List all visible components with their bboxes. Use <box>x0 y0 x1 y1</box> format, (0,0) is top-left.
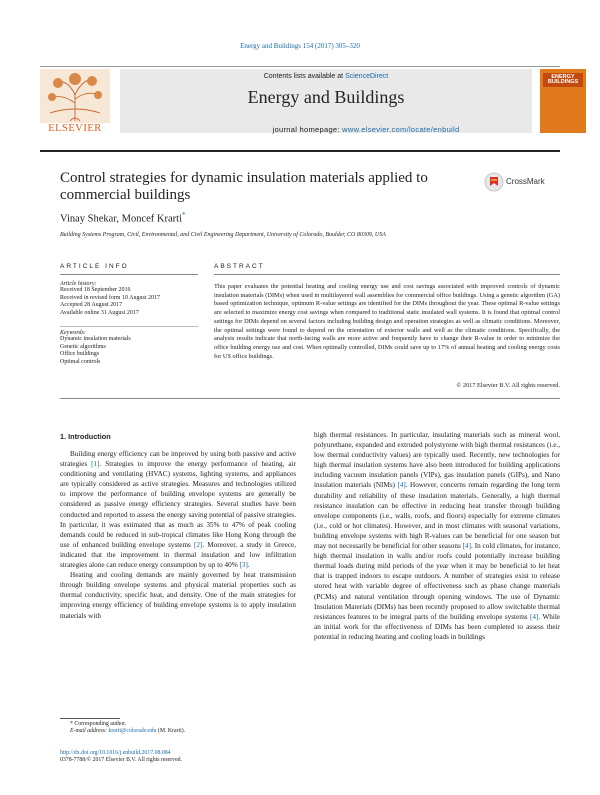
journal-cover-thumbnail <box>540 69 586 133</box>
paragraph <box>60 449 296 570</box>
text-run: . Moreover, a study in Greece, indicated that the improvement in thermal insulation and low infiltration strategies alone can reduce energy consumption by up to 40% <box>60 540 296 570</box>
citation-link[interactable]: [3] <box>239 561 248 570</box>
citation-link[interactable]: [4] <box>397 481 406 490</box>
affiliation: Building Systems Program, Civil, Environmental, and Civil Engineering Department, University of Colorado, Boulder, CO 80309, USA <box>60 232 386 238</box>
journal-header <box>40 69 579 147</box>
keyword: Office buildings <box>60 351 100 358</box>
crossmark-label: CrossMark <box>506 177 545 186</box>
footnote-rule <box>60 718 120 719</box>
homepage-prefix: journal homepage: <box>272 125 343 134</box>
abstract-rule <box>214 274 560 275</box>
email-suffix: (M. Krarti). <box>156 728 186 735</box>
corresponding-note: * Corresponding author. <box>70 721 127 727</box>
text-run: . In cold climates, for instance, high thermal insulation in walls and/or roofs could potentially increase building thermal loads during mild periods of the year when it may be beneficial to let heat that is trapped indoors to escape outdoors. A number of strategies exist to release stored heat with variable degree of effectiveness such as phase change materials (PCMs) and natural ventilation through opening windows. The use of Dynamic Insulation Materials (DIMs) has been recently proposed to allow switchable thermal resistances features to be integral parts of the building envelope systems <box>314 542 560 621</box>
text-run: Building energy efficiency can be improved by using both passive and active strategies <box>60 450 296 469</box>
paragraph <box>314 430 560 642</box>
citation-link[interactable]: [4] <box>529 612 539 621</box>
paragraph <box>60 570 296 620</box>
contents-line <box>120 73 532 80</box>
text-run: high thermal resistances. In particular, insulating materials such as mineral wool, polyurethane, expanded and extruded polystyrene with high thermal resistances (i.e., low thermal conductivity values) are typically used. Recently, new technologies for high thermal insulation systems have also been introduced for building applications including vacuum insulation panels (VIPs), gas insulation panels (GIPs), and Nano insulation materials (NIMs) <box>314 431 560 490</box>
header-bottom-rule <box>40 150 560 152</box>
footnotes <box>60 721 300 736</box>
info-divider <box>60 326 198 327</box>
article-info-rule <box>60 274 198 275</box>
copyright: © 2017 Elsevier B.V. All rights reserved. <box>456 382 560 389</box>
author-names: Vinay Shekar, Moncef Krarti <box>60 213 182 225</box>
keyword: Optimal controls <box>60 358 101 365</box>
abstract-bottom-rule <box>60 398 560 399</box>
journal-title: Energy and Buildings <box>247 87 405 107</box>
article-info-heading: ARTICLE INFO <box>60 263 129 270</box>
crossmark-badge[interactable] <box>484 172 574 194</box>
citation-link[interactable]: [4] <box>462 542 472 551</box>
abstract-text: This paper evaluates the potential heating and cooling energy use and cost savings associated with improved controls of dynamic insulation materials (DIMs) when used in multilayered wall assemblies for commercial office buildings. Using a genetic algorithm (GA) based optimization technique, optimum R-value settings are identified for the DIMs throughout the year. These optimal R-value settings are selected to maximize energy cost savings when compared to traditional static insulated wall systems. It is found that optimal control settings for DIMs depend on several factors including building design and operation strategies as well as climatic conditions. Moreover, the optimal settings were found to depend on the orientation of exterior walls and well as the climatic conditions. Specifically, the analysis results indicate that north-facing walls are more active and frequently have to change their R-value in order to minimize the office building energy use and cost. When optimally controlled, DIMs could save up to 17% of annual heating and cooling energy costs for US office buildings. <box>214 283 560 360</box>
text-run: . <box>247 561 250 570</box>
history-item: Received in revised form 10 August 2017 <box>60 294 160 301</box>
email-link[interactable]: krarti@colorado.edu <box>108 728 157 735</box>
publisher-name: ELSEVIER <box>48 123 102 134</box>
citation-link[interactable]: [2] <box>193 540 203 549</box>
doi-link[interactable]: http://dx.doi.org/10.1016/j.enbuild.2017.08.084 <box>60 750 171 756</box>
article-title: Control strategies for dynamic insulation materials applied to commercial buildings <box>60 170 428 203</box>
corresponding-author-mark[interactable]: * <box>182 211 186 219</box>
text-run: . However, concerns remain regarding the long term durability and reliability of these insulation materials. Generally, a high thermal resistance insulation can be effective in reducing heat transfer through building envelope components (i.e., walls, roofs, and floors) especially for extreme climates (i.e., cold or hot climates). However, and in most climates with seasonal variations, building envelope systems with high R-values can be beneficial for one season but may not necessarily be beneficial for other seasons <box>314 481 560 551</box>
introduction-heading: 1. Introduction <box>60 432 111 441</box>
left-column <box>60 449 296 621</box>
keywords-block <box>60 330 200 366</box>
text-run: . While an initial work for the effectiveness of DIMs has been completed to assess their potential in reducing heating and cooling loads in buildings <box>314 612 561 641</box>
citation-link[interactable]: [1] <box>91 460 100 469</box>
text-run: Heating and cooling demands are mainly governed by heat transmission through building envelope systems and physical material properties such as thermal conductivity, specific heat, and density. One of the main strategies for improving energy efficiency of building envelope systems is to apply insulation materials with <box>60 571 296 620</box>
journal-reference[interactable]: Energy and Buildings 154 (2017) 305–320 <box>240 42 360 50</box>
homepage-line <box>200 125 532 134</box>
doi-block <box>60 750 300 765</box>
history-item: Accepted 28 August 2017 <box>60 302 123 309</box>
text-run: . Strategies to improve the energy performance of heating, air conditioning and ventilating (HVAC) systems, lighting systems, and appliances are typically considered as active strategies. Measures and technologies utilized to improve the performance of building envelope systems are generally be considered as passive energy efficiency strategies. Several studies have been conducted and reported to assess the energy saving potential of passive strategies. In particular, it was estimated that as much as 35% to 47% of peak cooling demands could be reduced in sub-tropical climates like Hong Kong through the use of enhanced building envelope systems <box>60 460 296 549</box>
authors <box>60 211 186 225</box>
contents-prefix: Contents lists available at <box>263 73 346 80</box>
header-top-rule <box>40 66 560 67</box>
history-item: Available online 31 August 2017 <box>60 309 139 316</box>
history-label: Article history: <box>60 281 97 287</box>
keywords-label: Keywords: <box>60 330 86 336</box>
article-history <box>60 281 200 317</box>
keyword: Dynamic insulation materials <box>60 336 131 342</box>
cover-title: ENERGY BUILDINGS <box>547 74 579 85</box>
right-column <box>314 430 560 642</box>
sciencedirect-link[interactable]: ScienceDirect <box>345 73 389 80</box>
history-item: Received 18 September 2016 <box>60 287 131 293</box>
issn-line: 0378-7788/© 2017 Elsevier B.V. All rights reserved. <box>60 757 182 764</box>
email-label: E-mail address: <box>70 728 109 735</box>
keyword: Genetic algorithms <box>60 343 106 350</box>
email-note <box>60 728 300 735</box>
abstract-heading: ABSTRACT <box>214 263 265 270</box>
homepage-link[interactable]: www.elsevier.com/locate/enbuild <box>342 125 460 134</box>
crossmark-icon <box>484 172 504 192</box>
